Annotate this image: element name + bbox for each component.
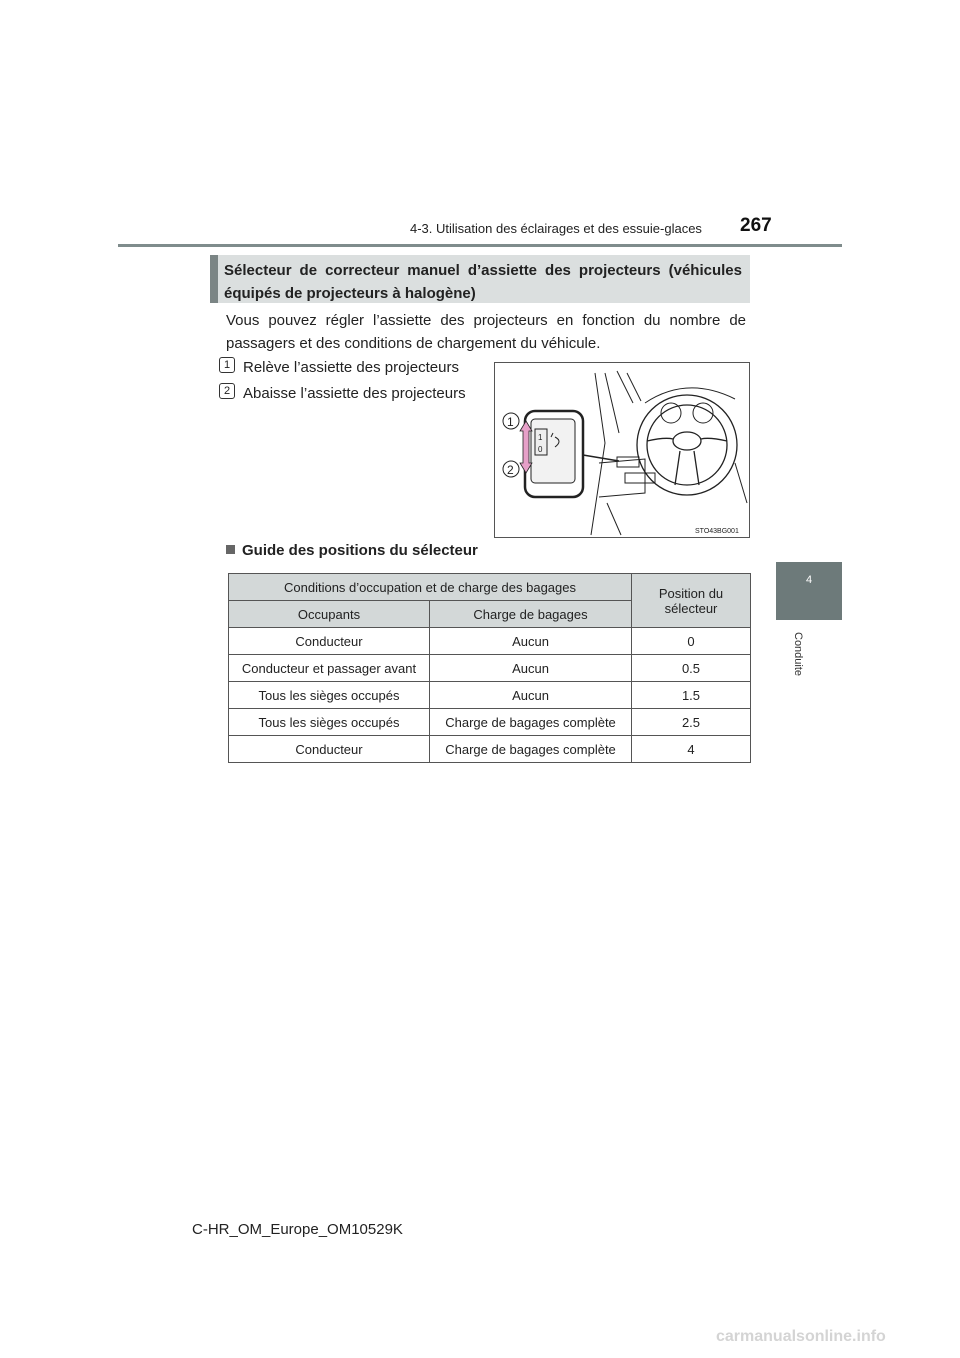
document-code: C-HR_OM_Europe_OM10529K	[192, 1221, 403, 1238]
section-title: Sélecteur de correcteur manuel d’assiette des projecteurs (véhicules équipés de projecteurs à halogène)	[224, 262, 742, 302]
dashboard-drawing	[495, 363, 749, 537]
watermark: carmanualsonline.info	[716, 1328, 886, 1345]
callout-1: 1	[219, 357, 235, 373]
table-header-load: Charge de bagages	[430, 601, 632, 628]
table-position-header: Position du sélecteur	[632, 574, 751, 628]
page-number: 267	[740, 215, 772, 236]
table-row: Tous les sièges occupés Aucun 1.5	[229, 682, 751, 709]
table-row: Conducteur Charge de bagages complète 4	[229, 736, 751, 763]
headlight-leveling-illustration	[494, 362, 750, 538]
item-1-text: Relève l’assiette des projecteurs	[243, 359, 459, 376]
illustration-code: STO43BG001	[695, 528, 739, 535]
chapter-tab-number: 4	[805, 574, 813, 586]
dashboard-lines	[591, 371, 747, 535]
svg-text:1: 1	[507, 415, 514, 429]
callout-2: 2	[219, 383, 235, 399]
header-rule	[118, 244, 842, 247]
svg-text:2: 2	[507, 463, 514, 477]
intro-paragraph: Vous pouvez régler l’assiette des projecteurs en fonction du nombre de passagers et des conditions de chargement du véhicule.	[226, 312, 746, 352]
table-group-header: Conditions d’occupation et de charge des bagages	[229, 574, 632, 601]
chapter-tab-label: Conduite	[792, 632, 804, 677]
svg-text:1: 1	[538, 433, 543, 442]
table-row: Tous les sièges occupés Charge de bagages complète 2.5	[229, 709, 751, 736]
guide-title: Guide des positions du sélecteur	[242, 542, 478, 559]
table-row: Conducteur et passager avant Aucun 0.5	[229, 655, 751, 682]
steering-wheel-icon	[637, 395, 737, 495]
position-guide-table	[228, 573, 751, 763]
item-2-text: Abaisse l’assiette des projecteurs	[243, 385, 466, 402]
square-bullet-icon	[226, 545, 235, 554]
running-header-section: 4-3. Utilisation des éclairages et des essuie-glaces	[410, 221, 702, 236]
svg-text:0: 0	[538, 445, 543, 454]
table-header-occupants: Occupants	[229, 601, 430, 628]
chapter-tab	[776, 562, 842, 620]
table-row: Conducteur Aucun 0	[229, 628, 751, 655]
